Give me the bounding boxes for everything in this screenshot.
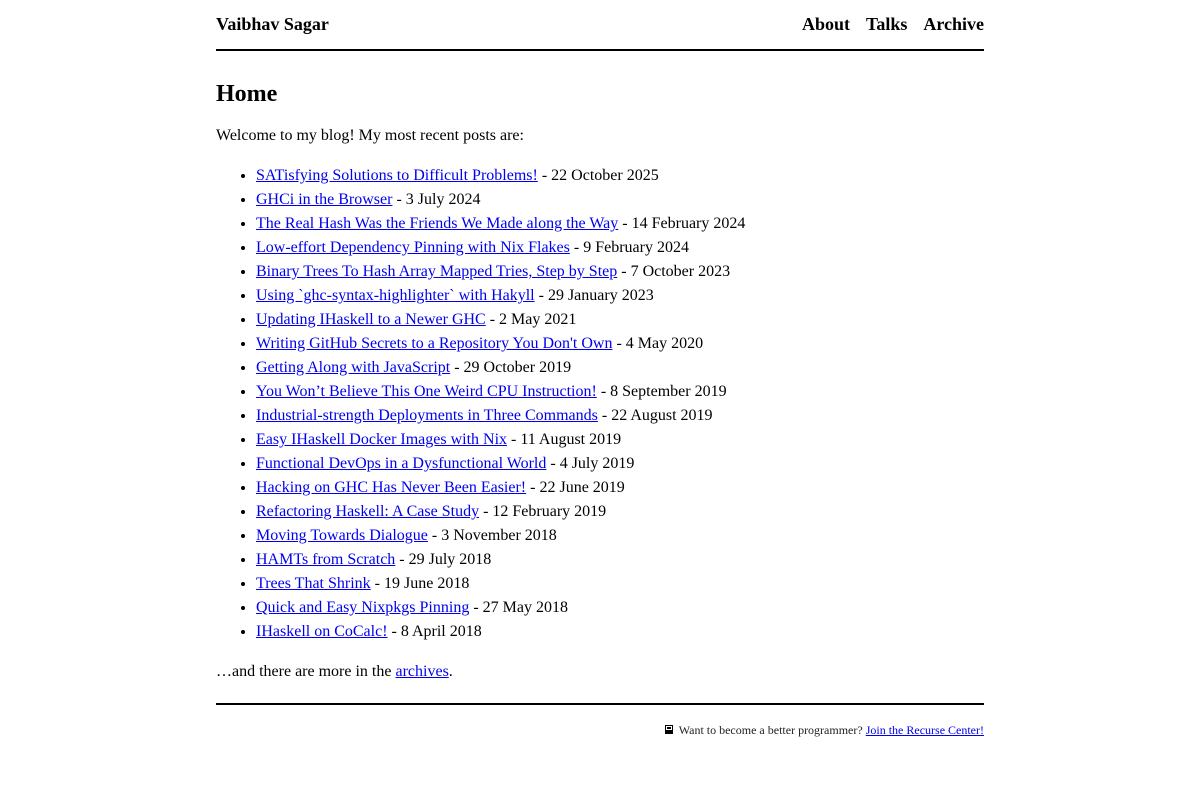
list-item [256,404,984,428]
date-separator: - [612,335,626,352]
list-item [256,164,984,188]
list-item [256,212,984,236]
post-date: 7 October 2023 [630,263,731,280]
page-wrapper [216,0,984,739]
post-date: 22 October 2025 [551,167,659,184]
site-header [216,0,984,51]
site-footer [216,703,984,739]
date-separator: - [569,239,584,256]
post-link[interactable]: Getting Along with JavaScript [256,359,451,376]
date-separator: - [395,551,409,568]
date-separator: - [387,623,401,640]
outro-prefix: …and there are more in the [216,663,396,680]
list-item [256,572,984,596]
post-date: 8 September 2019 [610,383,727,400]
post-list [216,164,984,644]
date-separator: - [546,455,560,472]
list-item [256,500,984,524]
date-separator: - [617,263,631,280]
list-item [256,260,984,284]
date-separator: - [370,575,384,592]
nav-about[interactable]: About [801,14,850,34]
date-separator: - [427,527,442,544]
list-item [256,548,984,572]
main-content [216,78,984,684]
list-item [256,452,984,476]
post-link[interactable]: Low-effort Dependency Pinning with Nix Flakes [256,239,570,256]
date-separator: - [597,407,612,424]
list-item [256,428,984,452]
date-separator: - [450,359,464,376]
list-item [256,284,984,308]
list-item [256,476,984,500]
post-date: 11 August 2019 [520,431,622,448]
post-link[interactable]: Updating IHaskell to a Newer GHC [256,311,486,328]
date-separator: - [392,191,406,208]
post-link[interactable]: Moving Towards Dialogue [256,527,428,544]
post-date: 29 October 2019 [463,359,572,376]
post-link[interactable]: IHaskell on CoCalc! [256,623,388,640]
post-link[interactable]: Industrial-strength Deployments in Three Commands [256,407,598,424]
date-separator: - [537,167,552,184]
post-link[interactable]: Easy IHaskell Docker Images with Nix [256,431,508,448]
list-item [256,596,984,620]
date-separator: - [526,479,540,496]
post-date: 29 July 2018 [408,551,492,568]
date-separator: - [596,383,611,400]
archives-link[interactable]: archives [395,663,449,680]
post-date: 4 May 2020 [625,335,704,352]
nav-archive[interactable]: Archive [923,14,984,34]
footer-text: Want to become a better programmer? [678,723,863,737]
post-link[interactable]: HAMTs from Scratch [256,551,396,568]
post-date: 27 May 2018 [482,599,568,616]
list-item [256,356,984,380]
list-item [256,524,984,548]
nav-talks[interactable]: Talks [865,14,908,34]
list-item [256,620,984,644]
post-date: 19 June 2018 [384,575,470,592]
post-link[interactable]: The Real Hash Was the Friends We Made along the Way [256,215,619,232]
post-date: 2 May 2021 [499,311,577,328]
page-title: Home [216,81,278,107]
outro-suffix: . [448,663,453,680]
outro-text [216,660,984,684]
post-link[interactable]: Hacking on GHC Has Never Been Easier! [256,479,527,496]
post-date: 12 February 2019 [492,503,607,520]
site-title-link[interactable]: Vaibhav Sagar [216,14,329,34]
date-separator: - [618,215,632,232]
date-separator: - [507,431,521,448]
post-link[interactable]: Functional DevOps in a Dysfunctional World [256,455,547,472]
list-item [256,380,984,404]
post-date: 4 July 2019 [559,455,635,472]
post-link[interactable]: SATisfying Solutions to Difficult Problems! [256,167,538,184]
main-nav [802,0,984,48]
post-link[interactable]: Refactoring Haskell: A Case Study [256,503,480,520]
date-separator: - [534,287,548,304]
post-date: 22 June 2019 [539,479,625,496]
post-link[interactable]: Using `ghc-syntax-highlighter` with Hakyll [256,287,535,304]
post-link[interactable]: Trees That Shrink [256,575,371,592]
list-item [256,332,984,356]
recurse-center-link[interactable]: Join the Recurse Center! [865,723,984,737]
post-link[interactable]: Writing GitHub Secrets to a Repository You Don't Own [256,335,613,352]
date-separator: - [469,599,483,616]
list-item [256,188,984,212]
intro-text: Welcome to my blog! My most recent posts are: [216,127,524,144]
post-link[interactable]: Binary Trees To Hash Array Mapped Tries, Step by Step [256,263,618,280]
post-link[interactable]: GHCi in the Browser [256,191,393,208]
date-separator: - [485,311,500,328]
post-link[interactable]: Quick and Easy Nixpkgs Pinning [256,599,470,616]
post-date: 29 January 2023 [547,287,654,304]
post-date: 14 February 2024 [631,215,746,232]
recurse-center-icon [665,725,673,734]
date-separator: - [479,503,493,520]
post-date: 22 August 2019 [611,407,713,424]
post-date: 9 February 2024 [583,239,689,256]
post-date: 8 April 2018 [400,623,482,640]
list-item [256,236,984,260]
list-item [256,308,984,332]
post-date: 3 November 2018 [441,527,557,544]
post-date: 3 July 2024 [405,191,481,208]
post-link[interactable]: You Won’t Believe This One Weird CPU Instruction! [256,383,597,400]
